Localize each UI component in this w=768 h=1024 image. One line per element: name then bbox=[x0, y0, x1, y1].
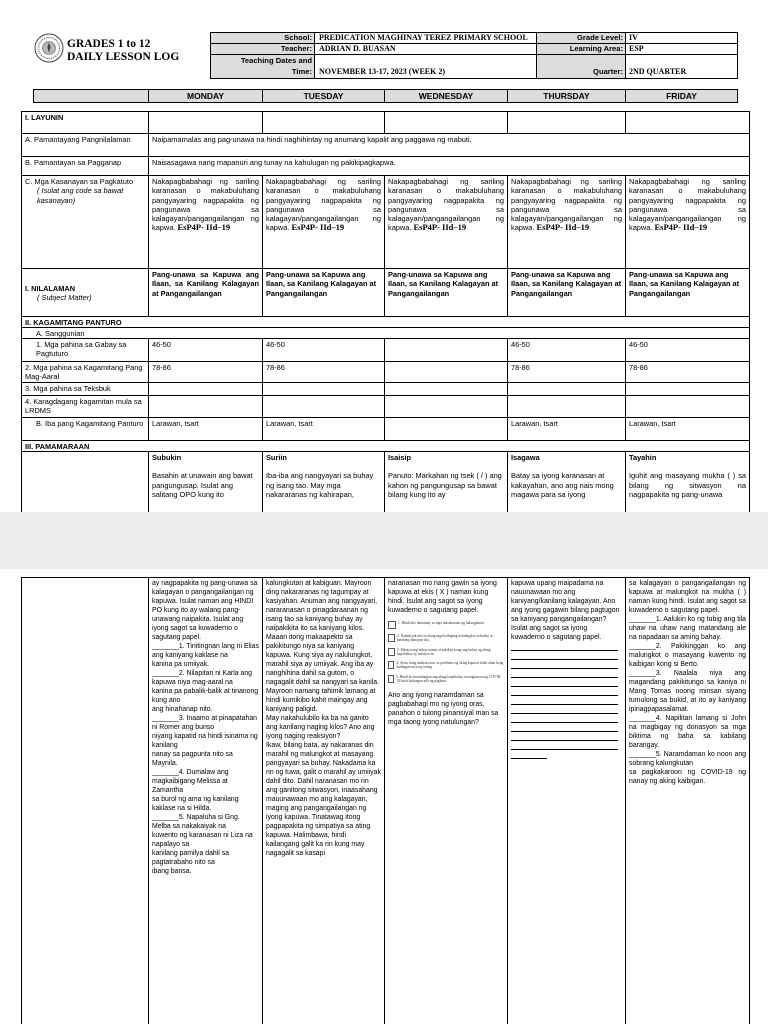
proc-thursday-cont bbox=[507, 577, 626, 1024]
day-wednesday: WEDNESDAY bbox=[384, 89, 508, 103]
nilalaman-monday: Pang-unawa sa Kapuwa ang Ilaan, sa Kanilang Kalagayan at Pangangailangan bbox=[148, 268, 263, 317]
answer-line[interactable] bbox=[511, 642, 618, 651]
wed-item-3: 3. Masaya ang buhay namin at nakikita kong ang buhay ng aking kapitbahay ay masaya rin. bbox=[396, 647, 491, 656]
kagamitan-friday: 78-86 bbox=[625, 361, 750, 383]
dates-value: NOVEMBER 13-17, 2023 (WEEK 2) bbox=[319, 67, 445, 76]
proc-tuesday-cont bbox=[262, 577, 385, 1024]
answer-line[interactable] bbox=[511, 714, 618, 723]
gabay-friday: 46-50 bbox=[625, 338, 750, 362]
answer-lines bbox=[511, 642, 622, 759]
area-label: Learning Area: bbox=[569, 44, 623, 53]
proc-tuesday-title: Suriin bbox=[266, 453, 287, 462]
iba-tuesday: Larawan, tsart bbox=[262, 417, 385, 441]
row-pamamaraan: III. PAMAMARAAN bbox=[21, 440, 750, 452]
row-teksbuk-label: 3. Mga pahina sa Teksbuk bbox=[21, 382, 149, 396]
proc-thursday-text: kapuwa upang maipadama na nauunawaan mo ang kaniyang/kanilang kalagayan. Ano ang iyong gagawin bilang pagtugon sa kaniyang pangangailangan? Isulat ang sagot sa iyong kuwaderno o sagutang papel. bbox=[511, 580, 620, 641]
proc-monday-cont: ay nagpapakita ng pang-unawa sa kalagayan o pangangailangan ng kapuwa. Isulat naman ang HINDI PO kung ito ay walang pang-unawang naipakita. Isulat ang iyong sagot sa kuwaderno o sagutang papel. _______1. Tinitingnan lang ni Elias ang kaniyang kaklase na kanina pa umiiyak. _______2. Nilapitan ni Karla ang kapuwa niya mag-aaral na kanina pa pabalik-balik at tinanong kung ano ang hinahanap nito. _______3. Inaamo at pinapatahan ni Romer ang bunso niyang kapatid na hindi isinama ng kanilang nanay sa pagpunta nito sa Maynila. _______4. Dumalaw ang magkaibigang Melissa at Zamantha sa burol ng ama ng kanilang kaklase na si Hilda. _______5. Napaluha si Gng. Melba sa nakakaiyak na kuwento ng karanasan ni Liza na napalayo sa kanilang pamilya dahil sa pagtatrabaho nito sa ibang bansa. bbox=[148, 577, 263, 1024]
school-label: School: bbox=[284, 33, 312, 42]
row-gabay-label: 1. Mga pahina sa Gabay sa Pagtuturo bbox=[21, 338, 149, 362]
dll-title-line2: DAILY LESSON LOG bbox=[67, 51, 180, 63]
wed-item-5: 5. Hindi ko tinutulungan ang aking kapitbahay na nagkaroon ng COVID-19 kahit kailangan nila ng pagkain. bbox=[396, 674, 502, 684]
gabay-monday: 46-50 bbox=[148, 338, 263, 362]
area-value: ESP bbox=[629, 44, 644, 53]
proc-monday-top bbox=[148, 451, 263, 512]
answer-line[interactable] bbox=[511, 669, 618, 678]
answer-line[interactable] bbox=[511, 750, 547, 759]
row-layunin: I. LAYUNIN bbox=[21, 111, 149, 134]
teacher-value: ADRIAN D. BUASAN bbox=[319, 44, 396, 53]
proc-friday-top bbox=[625, 451, 750, 512]
nilalaman-tuesday: Pang-unawa sa Kapuwa ang Ilaan, sa Kanilang Kalagayan at Pangangailangan bbox=[262, 268, 385, 317]
c-wednesday: Nakapagbabahagi ng sariling karanasan o makabuluhang pangyayaring nagpapakita ng pangunawa sa kalagayan/pangangailangan ng kapwa. EsP4P- IId–19 bbox=[384, 175, 508, 269]
kagamitan-thursday: 78-86 bbox=[507, 361, 626, 383]
answer-line[interactable] bbox=[511, 687, 618, 696]
gabay-tuesday: 46-50 bbox=[262, 338, 385, 362]
checkbox-2[interactable] bbox=[388, 634, 395, 642]
row-nilalaman-cell bbox=[21, 268, 149, 317]
nilalaman-thursday: Pang-unawa sa Kapuwa ang Ilaan, sa Kanilang Kalagayan at Pangangailangan bbox=[507, 268, 626, 317]
grade-value: IV bbox=[629, 33, 638, 42]
day-thursday: THURSDAY bbox=[507, 89, 626, 103]
row-a-label: A. Pamantayang Pangnilalaman bbox=[21, 133, 149, 157]
wed-item-4: 4. Ayaw kong makisawsaw sa problema ng aking kapuwa kahit alam kong kailangan niya ng tulong. bbox=[396, 661, 504, 670]
proc-friday-title: Tayahin bbox=[629, 453, 657, 462]
quarter-label: Quarter: bbox=[593, 67, 623, 76]
checkbox-5[interactable] bbox=[388, 675, 394, 683]
proc-wednesday-cont bbox=[384, 577, 508, 1024]
answer-line[interactable] bbox=[511, 705, 618, 714]
proc-wednesday-reflection: Ano ang iyong naramdaman sa pagbabahagi mo ng iyong oras, panahon o tulong pinansiyal man sa mga taong iyong natulungan? bbox=[388, 692, 499, 727]
row-nilalaman-sub: ( Subject Matter) bbox=[37, 293, 92, 303]
kagamitan-monday: 78-86 bbox=[148, 361, 263, 383]
proc-friday-intro: Iguhit ang masayang mukha ( ) sa bilang ng sitwasyon na nagpapakita ng pang-unawa bbox=[629, 471, 746, 499]
answer-line[interactable] bbox=[511, 732, 618, 741]
checkbox-1[interactable] bbox=[388, 621, 396, 629]
proc-thursday-top bbox=[507, 451, 626, 512]
row-c-label: C. Mga Kasanayan sa Pagkatuto bbox=[25, 177, 134, 186]
proc-wednesday-title: Isaisip bbox=[388, 453, 412, 462]
page-2 bbox=[0, 569, 768, 1024]
kagamitan-tuesday: 78-86 bbox=[262, 361, 385, 383]
proc-tuesday-top bbox=[262, 451, 385, 512]
row-kagamitan: II. KAGAMITANG PANTURO bbox=[21, 316, 750, 328]
row-b-label: B. Pamantayan sa Pagganap bbox=[21, 156, 149, 176]
grade-label: Grade Level: bbox=[576, 33, 623, 42]
iba-friday: Larawan, tsart bbox=[625, 417, 750, 441]
row-c-sub: ( Isulat ang code sa bawat kasanayan) bbox=[37, 186, 124, 205]
row-nilalaman-label: I. NILALAMAN bbox=[25, 284, 76, 293]
answer-line[interactable] bbox=[511, 723, 618, 732]
row-sanggunian: A. Sanggunian bbox=[21, 327, 750, 339]
proc-wednesday-intro: Panuto: Markahan ng tsek ( / ) ang kahon ng pangungusap sa bawat bilang kung ito ay bbox=[388, 471, 502, 499]
wed-checklist bbox=[388, 621, 504, 683]
proc-friday-cont: sa kalagayan o pangangailangan ng kapuwa at malungkot na mukha ( ) naman kung hindi. Isulat ang sagot sa kuwaderno o sagutang papel. _______1. Aalukin ko ng tubig ang tila uhaw na uhaw nang matandang ale na napadaan sa aming bahay. _______2. Pakikinggan ko ang malungkot o masayang kuwento ng kaibigan kong si Berto. _______3. Naalala niya ang magandang pakikitungo sa kaniya ni Mang Tomas noong minsan siyang tumulong sa bukid, at ito ay kaniyang ipinagpapasalamat. _______4. Napilitan lamang si John na magbigay ng donasyon sa mga biktima ng baha sa kabilang barangay. _______5. Naramdaman ko noon ang sobrang kalungkutan sa pagkakaroon ng COVID-19 ng nanay ng aking kaibigan. bbox=[625, 577, 750, 1024]
day-monday: MONDAY bbox=[148, 89, 263, 103]
checkbox-4[interactable] bbox=[388, 661, 394, 669]
c-friday: Nakapagbabahagi ng sariling karanasan o makabuluhang pangyayaring nagpapakita ng pangunawa sa kalagayan/pangangailangan ng kapwa. EsP4P- IId–19 bbox=[625, 175, 750, 269]
dll-title-line1: GRADES 1 to 12 bbox=[67, 38, 151, 50]
proc-tuesday-intro: Iba-iba ang nangyayari sa buhay ng isang tao. May mga nakararanas ng kahirapan, bbox=[266, 471, 374, 499]
wed-item-2: 2. Nakikiiyak ako sa aking mga kaibigang nalulungkot sa buhay at handang damayan sila. bbox=[396, 634, 493, 643]
nilalaman-wednesday: Pang-unawa sa Kapuwa ang Ilaan, sa Kanilang Kalagayan at Pangangailangan bbox=[384, 268, 508, 317]
answer-line[interactable] bbox=[511, 741, 618, 750]
nilalaman-friday: Pang-unawa sa Kapuwa ang Ilaan, sa Kanilang Kalagayan at Pangangailangan bbox=[625, 268, 750, 317]
deped-seal-icon bbox=[34, 33, 64, 63]
row-b-text: Naisasagawa nang mapanuri ang tunay na kahulugan ng pakikipagkapwa. bbox=[148, 156, 750, 176]
quarter-value: 2ND QUARTER bbox=[629, 67, 687, 76]
proc-wednesday-top bbox=[384, 451, 508, 512]
proc-thursday-intro: Batay sa iyong karanasan at kakayahan, ano ang nais mong magawa para sa iyong bbox=[511, 471, 614, 499]
school-value: PREDICATION MAGHINAY TEREZ PRIMARY SCHOOL bbox=[319, 33, 528, 42]
checkbox-3[interactable] bbox=[388, 648, 395, 656]
answer-line[interactable] bbox=[511, 678, 618, 687]
proc-tuesday-text: kalungkutan at kabiguan. Mayroon ding nakararanas ng tagumpay at kasiyahan. Anuman ang nangyayari, nararanasan o pinagdaraanan ng isang tao sa kaniyang buhay ay naipakikita ito sa kaniyang kilos. Maaari itong makaapekto sa pakikitungo niya sa kaniyang kapuwa. Kung siya ay nalulungkot, marahil siya ay umiiyak. Ang iba ay nanghihina dahil sa gutom, o nagagalit dahil sa nangyari sa kanila. Mayroon namang tahimik lamang at hindi kumikibo kahit maingay ang kaniyang paligid. May nakahulubilo ka ba na ganito ang kanilang naging kilos? Ano ang iyong naging reaksiyon? Ikaw, bilang bata, ay nakaranas din marahil ng malungkot at masayang pangyayari sa buhay. Nakadama ka rin ng tuwa, galit o marahil ay umiiyak dahil dito. Dahil naranasan mo rin ang ganitong sitwasyon, inaasahang mauunawaan mo ang kalagayan, maging ang pangangailangan ng iyong kapuwa. Tinatawag itong pagpapakita ng simpatiya sa ating kapuwa. Halimbawa, hindi kailangang galit ka rin kung may nagagalit sa kasapi bbox=[266, 580, 381, 857]
iba-monday: Larawan, tsart bbox=[148, 417, 263, 441]
answer-line[interactable] bbox=[511, 651, 618, 660]
proc-wednesday-text: naranasan mo nang gawin sa iyong kapuwa at ekis ( X ) naman kung hindi. Isulat ang sagot sa iyong kuwaderno o sagutang papel. bbox=[388, 580, 497, 614]
iba-thursday: Larawan, tsart bbox=[507, 417, 626, 441]
row-c-label-cell bbox=[21, 175, 149, 269]
row-kagamitan-label: 2. Mga pahina sa Kagamitang Pang Mag-Aaral bbox=[21, 361, 149, 383]
c-thursday: Nakapagbabahagi ng sariling karanasan o makabuluhang pangyayaring nagpapakita ng pangunawa sa kalagayan/pangangailangan ng kapwa. EsP4P- IId–19 bbox=[507, 175, 626, 269]
row-iba-label: B. Iba pang Kagamitang Panturo bbox=[21, 417, 149, 441]
wed-item-1: 1. Hindi ako dumamay sa mga nakakaranas ng kalungkutan. bbox=[398, 621, 485, 625]
proc-monday-intro: Basahin at unawain ang bawat pangungusap. Isulat ang salitang OPO kung ito bbox=[152, 471, 253, 499]
answer-line[interactable] bbox=[511, 696, 618, 705]
row-a-text: Naipamamalas ang pag-unawa na hindi naghihintay ng anumang kapalit ang paggawa ng mabuti. bbox=[148, 133, 750, 157]
row-lrdms-label: 4. Karagdagang kagamitan mula sa LRDMS bbox=[21, 395, 149, 418]
teacher-label: Teacher: bbox=[280, 44, 312, 53]
c-tuesday: Nakapagbabahagi ng sariling karanasan o makabuluhang pangyayaring nagpapakita ng pangunawa sa kalagayan/pangangailangan ng kapwa. EsP4P- IId–19 bbox=[262, 175, 385, 269]
gabay-thursday: 46-50 bbox=[507, 338, 626, 362]
proc-monday-title: Subukin bbox=[152, 453, 182, 462]
day-tuesday: TUESDAY bbox=[262, 89, 385, 103]
proc-thursday-title: Isagawa bbox=[511, 453, 540, 462]
c-monday: Nakapagbabahagi ng sariling karanasan o makabuluhang pangyayaring nagpapakita ng pangunawa sa kalagayan/pangangailangan ng kapwa. EsP4P- IId–19 bbox=[148, 175, 263, 269]
dates-label: Teaching Dates and Time: bbox=[240, 56, 312, 76]
answer-line[interactable] bbox=[511, 660, 618, 669]
day-friday: FRIDAY bbox=[625, 89, 738, 103]
